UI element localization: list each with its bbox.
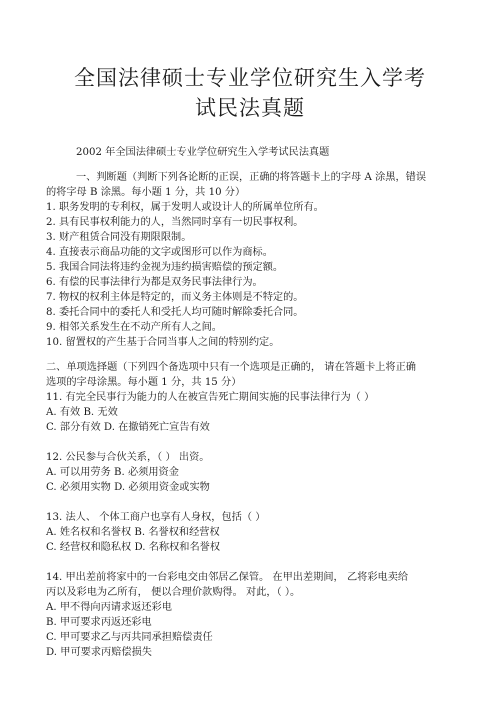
section2-instruction-line-1: 二、单项选择题（下列四个备选项中只有一个选项是正确的， 请在答题卡上将正确	[46, 362, 416, 373]
list-item: 6. 有偿的民事法律行为都是双务民事法律行为。	[46, 277, 263, 288]
list-item: 1. 职务发明的专利权，属于发明人或设计人的所属单位所有。	[46, 202, 324, 213]
question-13: 13. 法人、 个体工商户也享有人身权，包括（ ）	[46, 512, 266, 523]
list-item: 8. 委托合同中的委托人和受托人均可随时解除委托合同。	[46, 307, 304, 318]
document-body	[46, 145, 466, 660]
section2-instruction-line-2: 选项的字母涂黑。每小题 1 分，共 15 分）	[46, 377, 242, 388]
question-option: A. 有效 B. 无效	[46, 407, 118, 418]
question-option: D. 甲可要求丙赔偿损失	[46, 647, 152, 658]
list-item: 3. 财产租赁合同没有期限限制。	[46, 232, 192, 243]
question-12: 12. 公民参与合伙关系，（ ） 出资。	[46, 452, 210, 463]
question-14: 14. 甲出差前将家中的一台彩电交由邻居乙保管。 在甲出差期间， 乙将彩电卖给	[46, 572, 409, 583]
list-item: 2. 具有民事权利能力的人，当然同时享有一切民事权利。	[46, 217, 304, 228]
list-item: 9. 相邻关系发生在不动产所有人之间。	[46, 322, 222, 333]
question-option: A. 姓名权和名誉权 B. 名誉权和经营权	[46, 527, 220, 538]
question-option: C. 必须用实物 D. 必须用资金或实物	[46, 482, 210, 493]
question-option: B. 甲可要求丙返还彩电	[46, 617, 152, 628]
document-title-line-1: 全国法律硕士专业学位研究生入学考	[74, 66, 426, 90]
document-title-line-2: 试民法真题	[195, 96, 305, 120]
question-option: C. 甲可要求乙与丙共同承担赔偿责任	[46, 632, 213, 643]
list-item: 5. 我国合同法将违约金视为违约损害赔偿的预定额。	[46, 262, 284, 273]
list-item: 10. 留置权的产生基于合同当事人之间的特别约定。	[46, 337, 280, 348]
exam-subtitle: 2002 年全国法律硕士专业学位研究生入学考试民法真题	[76, 147, 330, 158]
question-option: C. 部分有效 D. 在撤销死亡宣告有效	[46, 422, 210, 433]
question-option: A. 可以用劳务 B. 必须用资金	[46, 467, 179, 478]
list-item: 4. 直接表示商品功能的文字或图形可以作为商标。	[46, 247, 273, 258]
list-item: 7. 物权的权利主体是特定的，而义务主体则是不特定的。	[46, 292, 304, 303]
section1-instruction-line-2: 的将字母 B 涂黑。每小题 1 分，共 10 分）	[46, 187, 246, 198]
question-14-continued: 丙以及彩电为乙所有， 便以合理价款购得。 对此，（ ）。	[46, 587, 301, 598]
question-option: C. 经营权和隐私权 D. 名称权和名誉权	[46, 542, 221, 553]
section1-instruction-line-1: 一、判断题（判断下列各论断的正误，正确的将答题卡上的字母 A 涂黑，错误	[76, 172, 427, 183]
question-option: A. 甲不得向丙请求返还彩电	[46, 602, 172, 613]
question-11: 11. 有完全民事行为能力的人在被宣告死亡期间实施的民事法律行为（ ）	[46, 392, 375, 403]
